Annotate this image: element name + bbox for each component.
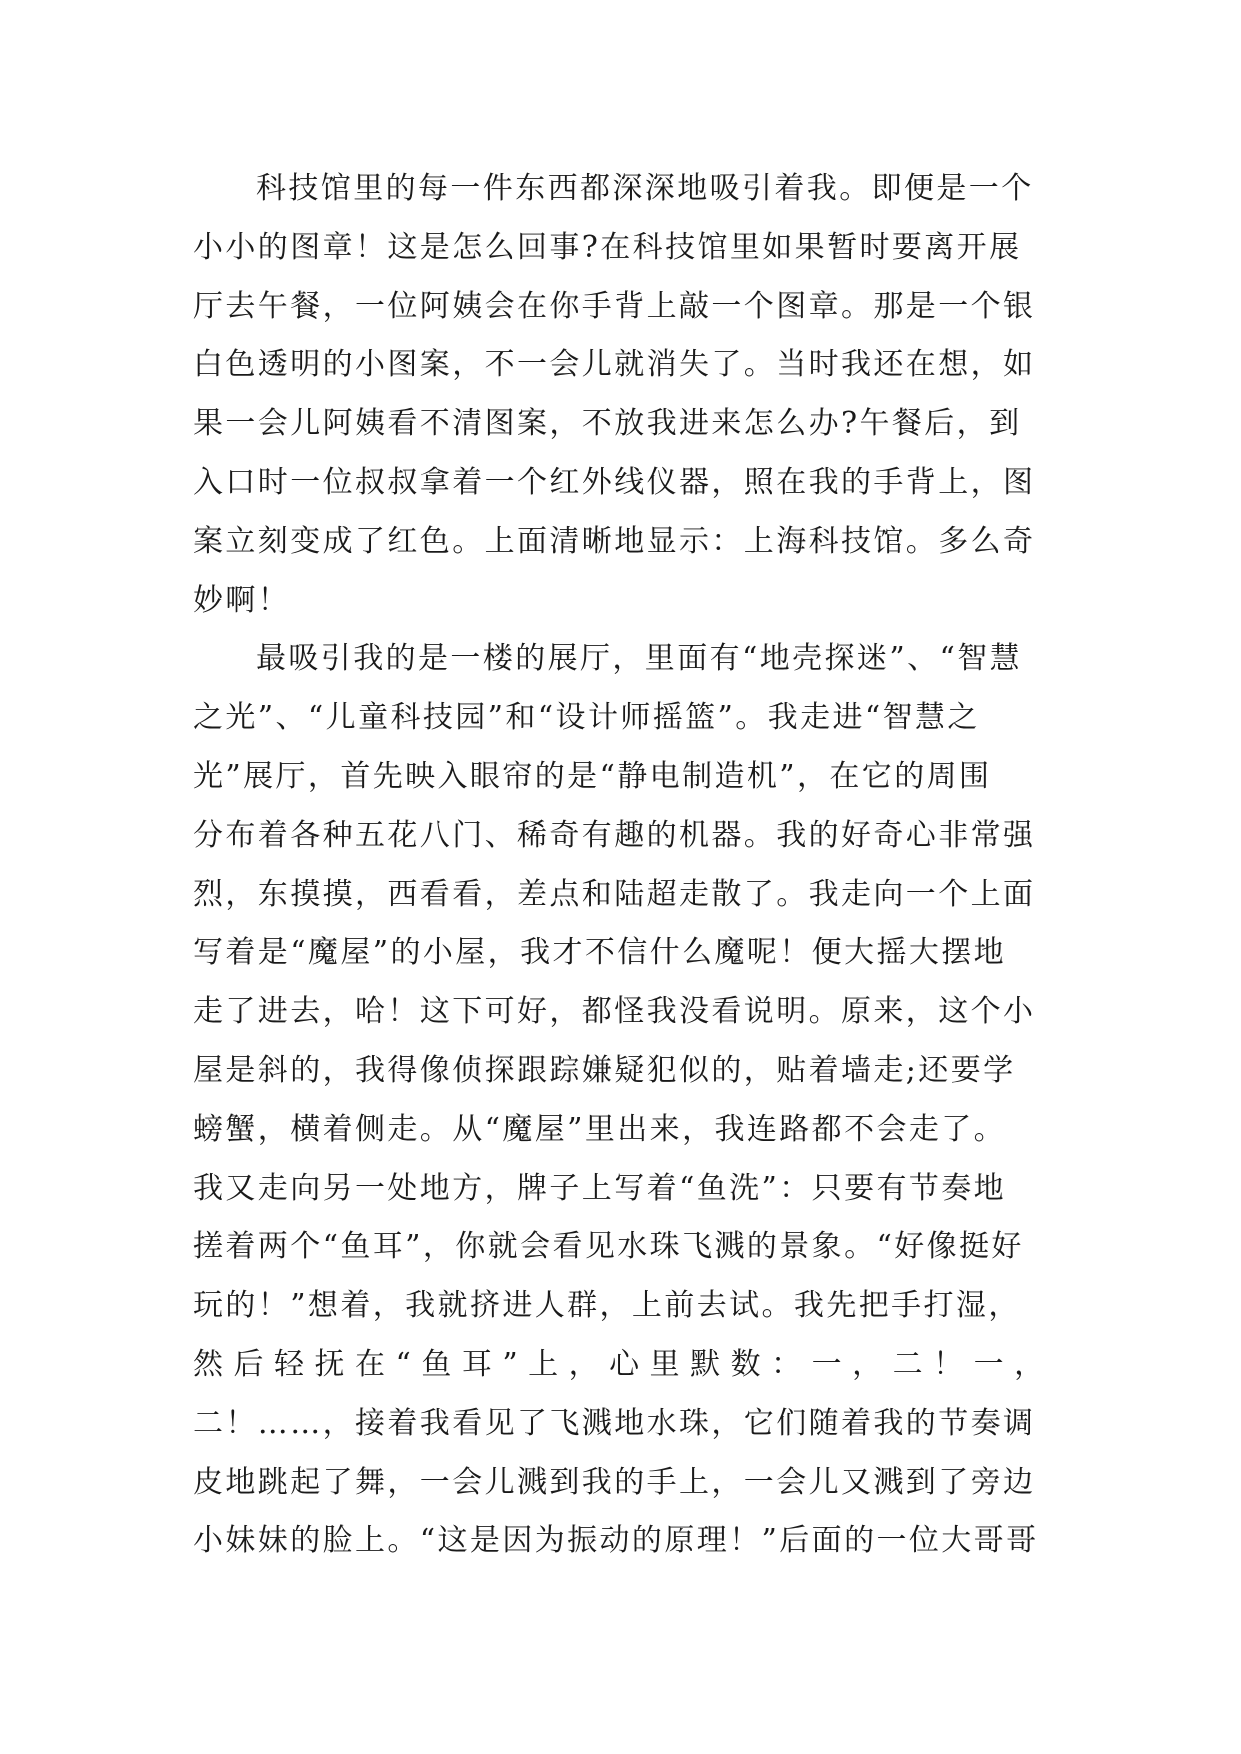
paragraph-1-line-1: 科技馆里的每一件东西都深深地吸引着我。即便是一个 (256, 171, 1034, 206)
paragraph-1-line-4: 白色透明的小图案，不一会儿就消失了。当时我还在想，如 (193, 347, 1036, 383)
paragraph-2-line-4: 分布着各种五花八门、稀奇有趣的机器。我的好奇心非常强 (193, 817, 1036, 853)
paragraph-2-line-10: 我又走向另一处地方，牌子上写着“鱼洗”：只要有节奏地 (193, 1170, 1007, 1206)
paragraph-1-line-3: 厅去午餐，一位阿姨会在你手背上敲一个图章。那是一个银 (193, 288, 1036, 324)
paragraph-2-line-2: 之光”、“儿童科技园”和“设计师摇篮”。我走进“智慧之 (193, 700, 980, 736)
paragraph-2-line-6: 写着是“魔屋”的小屋，我才不信什么魔呢！便大摇大摆地 (193, 935, 1007, 971)
paragraph-1-line-6: 入口时一位叔叔拿着一个红外线仪器，照在我的手背上，图 (193, 464, 1036, 500)
paragraph-1-line-2: 小小的图章！这是怎么回事?在科技馆里如果暂时要离开展 (193, 229, 1022, 265)
paragraph-2-line-5: 烈，东摸摸，西看看，差点和陆超走散了。我走向一个上面 (193, 876, 1036, 912)
paragraph-1-line-7: 案立刻变成了红色。上面清晰地显示：上海科技馆。多么奇 (193, 523, 1036, 559)
paragraph-2-line-16: 小妹妹的脸上。“这是因为振动的原理！”后面的一位大哥哥 (193, 1523, 1039, 1559)
paragraph-2-line-9: 螃蟹，横着侧走。从“魔屋”里出来，我连路都不会走了。 (193, 1111, 1007, 1147)
paragraph-2-line-12: 玩的！”想着，我就挤进人群，上前去试。我先把手打湿， (193, 1288, 1021, 1324)
paragraph-1-line-8: 妙啊！ (193, 582, 291, 618)
paragraph-2-line-11: 搓着两个“鱼耳”，你就会看见水珠飞溅的景象。“好像挺好 (193, 1229, 1024, 1265)
paragraph-2-line-14: 二！……，接着我看见了飞溅地水珠，它们随着我的节奏调 (193, 1405, 1036, 1441)
paragraph-2-line-7: 走了进去，哈！这下可好，都怪我没看说明。原来，这个小 (193, 994, 1036, 1030)
paragraph-1-line-5: 果一会儿阿姨看不清图案，不放我进来怎么办?午餐后，到 (193, 406, 1022, 442)
essay-text (193, 160, 1053, 1571)
paragraph-2-line-13: 然后轻抚在“鱼耳”上，心里默数：一，二！一， (193, 1346, 1055, 1382)
paragraph-2-line-15: 皮地跳起了舞，一会儿溅到我的手上，一会儿又溅到了旁边 (193, 1464, 1036, 1500)
paragraph-2-line-8: 屋是斜的，我得像侦探跟踪嫌疑犯似的，贴着墙走;还要学 (193, 1052, 1016, 1088)
paragraph-2-line-1: 最吸引我的是一楼的展厅，里面有“地壳探迷”、“智慧 (256, 641, 1023, 677)
paragraph-2-line-3: 光”展厅，首先映入眼帘的是“静电制造机”，在它的周围 (193, 758, 992, 794)
